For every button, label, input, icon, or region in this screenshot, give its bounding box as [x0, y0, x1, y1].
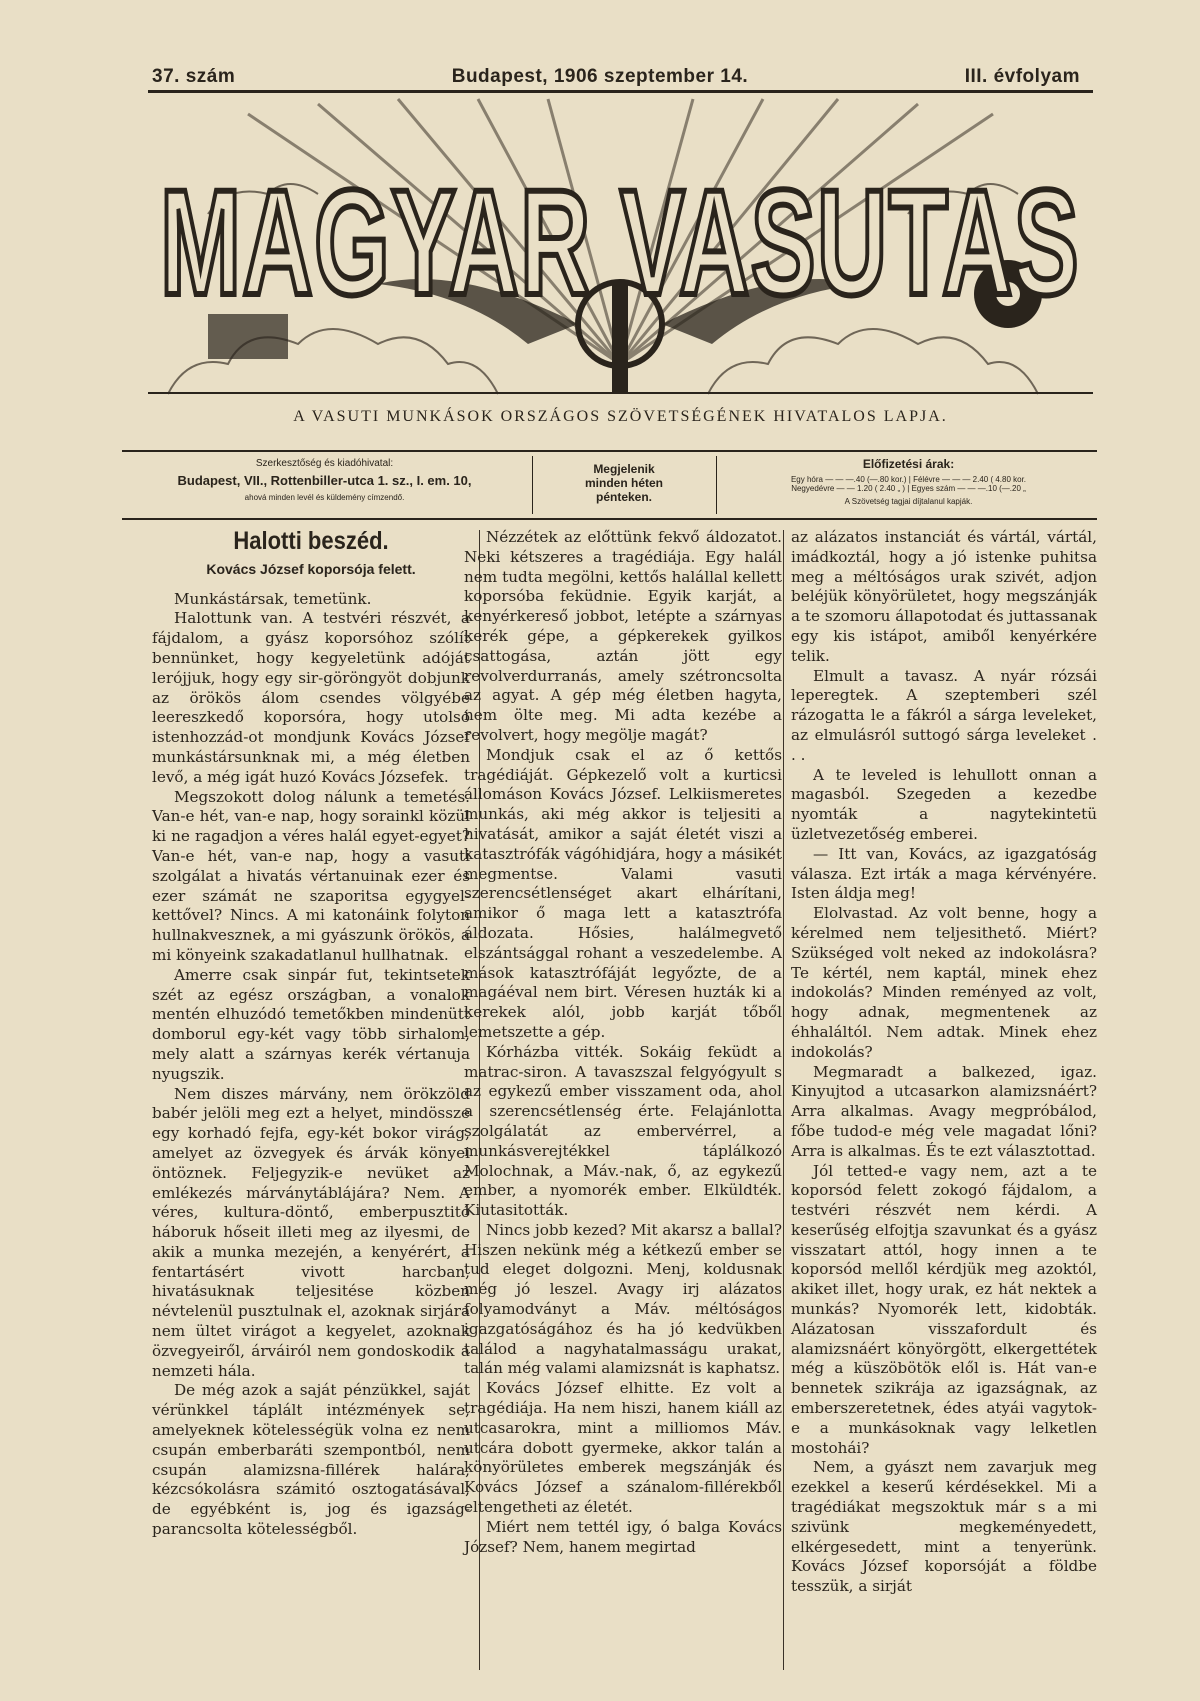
info-divider-2 [716, 456, 717, 514]
article-column-1 [152, 528, 470, 1540]
editorial-note: ahová minden levél és küldemény címzendő. [244, 493, 405, 502]
prices-info [720, 452, 1097, 518]
header-rule [148, 90, 1093, 93]
editorial-info [122, 452, 527, 518]
paragraph: Megszokott dolog nálunk a temetés. Van-e hét, van-e nap, hogy sorainkl közül ki ne ragadjon a véres halál egyet-egyet? Van-e hét, van-e nap, hogy a vasuti szolgálat a hivatás vértanuinak ezer és ezer számát ne szaporitsa egygyel-kettővel? Nincs. A mi katonáink folyton hullnakvesznek, a mi gyászunk örökös, a mi könyeink szakadatlanul hullhatnak. [152, 787, 470, 964]
article-kicker: Kovács József koporsója felett. [206, 560, 416, 577]
volume-number: III. évfolyam [964, 66, 1080, 87]
prices-line2: Negyedévre — — 1.20 ( 2.40 „ ) | Egyes szám — — —.10 (—.20 „ [791, 484, 1026, 493]
prices-label: Előfizetési árak: [862, 457, 955, 471]
paragraph: De még azok a saját pénzükkel, saját vérünkkel táplált intézmények se, amelyeknek kötelességük volna ez nem csupán emberbaráti szempontból, nem csupán alamizsna-fillérek halára, kézcsókolásra számitó osztogatásával, de egyébként is, jog és igazság-parancsolta kötelességből. [152, 1381, 470, 1539]
masthead-subtitle: A VASUTI MUNKÁSOK ORSZÁGOS SZÖVETSÉGÉNEK HIVATALOS LAPJA. [293, 408, 948, 425]
paragraph: Kovács József elhitte. Ez volt a tragédiája. Ha nem hiszi, hanem kiáll az utcasarokra, mint a milliomos Máv. utcára dobott gyermeke, akkor talán a könyörületes emberek megszánják és Kovács József a szánalom-fillérekből eltengetheti az életét. [464, 1379, 782, 1517]
paragraph: Nincs jobb kezed? Mit akarsz a ballal? Hiszen nekünk még a kétkezű ember se tud eleget dolgozni. Menj, koldusnak még jó leszel. Avagy irj alázatos folyamodványt a Máv. méltóságos igazgatóságához és ha jó kedvükben találod a nagyhatalmasságu urakat, talán még valami alamizsnát is kaphatsz. [464, 1220, 783, 1378]
editorial-address: Budapest, VII., Rottenbiller-utca 1. sz., I. em. 10, [177, 473, 472, 488]
appears-line3: pénteken. [595, 490, 652, 504]
issue-number: 37. szám [152, 66, 236, 87]
paragraph: Mondjuk csak el az ő kettős tragédiáját. Gépkezelő volt a kurticsi állomáson Kovács József. Lelkiismeretes munkás, aki még akkor is teljesiti a hivatását, amikor a saját életét viszi a katasztrófák vágóhidjára, hogy a másikét megmentse. Valami vasuti szerencsétlenséget akart elhárítani, amikor ő maga lett a katasztrófa áldozata. Hősies, halálmegvető elszántsággal rohant a veszedelembe. A mások katasztrófáját legyőzte, de a magáéval nem birt. Véresen huzták ki a kerekek alól, jobb karját tőből lemetszette a gép. [464, 745, 782, 1041]
masthead-title: MAGYAR VASUTAS [160, 158, 1080, 326]
paragraph: Elolvastad. Az volt benne, hogy a kérelmed nem teljesithető. Miért? Szükséged volt neked az indokolásra? Te kértél, nem kaptál, minek ehez indokolás? Minden reményed az volt, hogy adnak, megmentenek az éhhaláltól. Nem adtak. Minek ehez indokolás? [791, 904, 1097, 1061]
masthead-logo [148, 94, 1093, 396]
article-headline: Halotti beszéd. [233, 527, 389, 555]
prices-note: A Szövetség tagjai díjtalanul kapják. [844, 497, 973, 506]
appears-info [534, 452, 714, 518]
editorial-label: Szerkesztőség és kiadóhivatal: [255, 458, 394, 469]
paragraph: Jól tetted-e vagy nem, azt a te koporsód felett zokogó fájdalom, a testvéri részvét nem kérdi. A keserűség elfojtja szavunkat és a gyász visszatart attól, hogy innen a te koporsód mellől kérdjük meg azoktól, akiket illet, hogy urak, ez hát nektek a munkás? Nyomorék lett, kidobták. Alázatosan visszafordult és alamizsnáért könyörgött, elkergettétek még a küszöbötök elől is. Hát van-e bennetek szikrája az igazságnak, az emberszeretetnek, édes atyái vagytok-e a munkásoknak vagy lelketlen mostohái? [791, 1161, 1097, 1457]
paragraph: Nézzétek az előttünk fekvő áldozatot. Neki kétszeres a tragédiája. Egy halál nem tudta megölni, kettős halállal kellett koporsóba feküdnie. Egyik karját, a kenyérkereső jobbot, letépte a szárnyas kerék gépe, a gépkerekek gyilkos csattogása, aztán jött egy revolverdurranás, amely szétroncsolta az agyat. A gép még életben hagyta, nem ölte meg. Mi adta kezébe a revolvert, hogy megölje magát? [464, 528, 782, 744]
paragraph: Halottunk van. A testvéri részvét, a fájdalom, a gyász koporsóhoz szólít bennünket, hogy kegyeletünk adóját lerójjuk, hogy egy sir-göröngyöt dobjunk az örökös álom csendes völgyébe leereszkedő koporsóra, hogy utolsó istenhozzád-ot mondjunk Kovács József munkástársunknak mi, a még életben levő, a még igát huzó Kovács Józsefek. [152, 609, 470, 786]
issue-header [152, 66, 1080, 88]
paragraph: A te leveled is lehullott onnan a magasból. Szegeden a kezedbe nyomták a nagytekintetü üzletvezetőség emberei. [791, 765, 1097, 843]
paragraph: Miért nem tettél igy, ó balga Kovács József? Nem, hanem megirtad [464, 1517, 782, 1556]
info-divider-1 [532, 456, 533, 514]
paragraph: az alázatos instanciát és vártál, vártál, imádkoztál, hogy a jó istenke puhitsa meg a méltóságos urak szivét, adjon beléjük könyörületet, hogy megszánják a te szomoru állapotodat és juttassanak egy kis istápot, amiből kenyérkére telik. [791, 528, 1097, 665]
prices-line1: Egy hóra — — —.40 (—.80 kor.) | Félévre — — — 2.40 ( 4.80 kor. [790, 475, 1027, 484]
paragraph: Kórházba vitték. Sokáig feküdt a matrac-siron. A tavaszszal felgyógyult s az egykezű ember visszament oda, ahol a szerencsétlenség érte. Felajánlotta szolgálatát az embervérrel, a munkásverejtékkel táplálkozó Molochnak, a Máv.-nak, ő, az egykezű ember, a nyomorék ember. Elküldték. Kiutasitották. [464, 1042, 782, 1220]
paragraph: Nem, a gyászt nem zavarjuk meg ezekkel a keserű kérdésekkel. Mi a tragédiákat megszoktuk már s a mi szivünk megkeményedett, elkérgesedett, mint a tenyerünk. Kovács József koporsóját a földbe tesszük, a sirját [791, 1458, 1097, 1596]
issue-date: Budapest, 1906 szeptember 14. [451, 66, 749, 87]
article-column-3 [791, 528, 1097, 1597]
column-divider-2 [783, 530, 784, 1670]
paragraph: Nem diszes márvány, nem örökzöld babér jelöli meg ezt a helyet, mindössze egy korhadó fejfa, egy-két bokor virág, amelyet az özvegyek és árvák könyei öntöznek. Feljegyzik-e nevüket az emlékezés márványtáblájára? Nem. A véres, kultura-döntő, emberpusztitó háboruk hőseit illeti meg az ilyesmi, de akik a munka mezején, a kenyérért, a fentartásért vivott harcban, hivatásuknak teljesitése közben névtelenül pusztulnak el, azoknak sirjára nem ültet virágot a kegyelet, azoknak özvegyeiről, árváiról nem gondoskodik a nemzeti hála. [152, 1084, 470, 1380]
appears-line2: minden héten [584, 476, 663, 490]
masthead-rule [148, 392, 1093, 394]
appears-line1: Megjelenik [593, 462, 655, 476]
paragraph: — Itt van, Kovács, az igazgatóság válasza. Ezt irták a maga kérvényére. Isten áldja meg! [791, 844, 1097, 903]
paragraph: Munkástársak, temetünk. [174, 589, 372, 608]
article-column-2 [464, 528, 782, 1557]
info-bar [122, 450, 1097, 520]
paragraph: Megmaradt a balkezed, igaz. Kinyujtod a utcasarkon alamizsnáért? Arra alkalmas. Avagy megpróbálod, főbe tudod-e még vele magadat lőni? Arra is alkalmas. És te ezt választottad. [791, 1062, 1097, 1160]
paragraph: Amerre csak sinpár fut, tekintsetek szét az egész országban, a vonalok mentén elhuzódó temetőkben mindenütt domborul egy-két vagy több sirhalom, mely alatt a szárnyas kerék vértanuja nyugszik. [152, 965, 470, 1083]
paragraph: Elmult a tavasz. A nyár rózsái leperegtek. A szeptemberi szél rázogatta le a fákról a sárga leveleket, az elmulásról suttogó sárga leveleket . . . [791, 666, 1097, 764]
